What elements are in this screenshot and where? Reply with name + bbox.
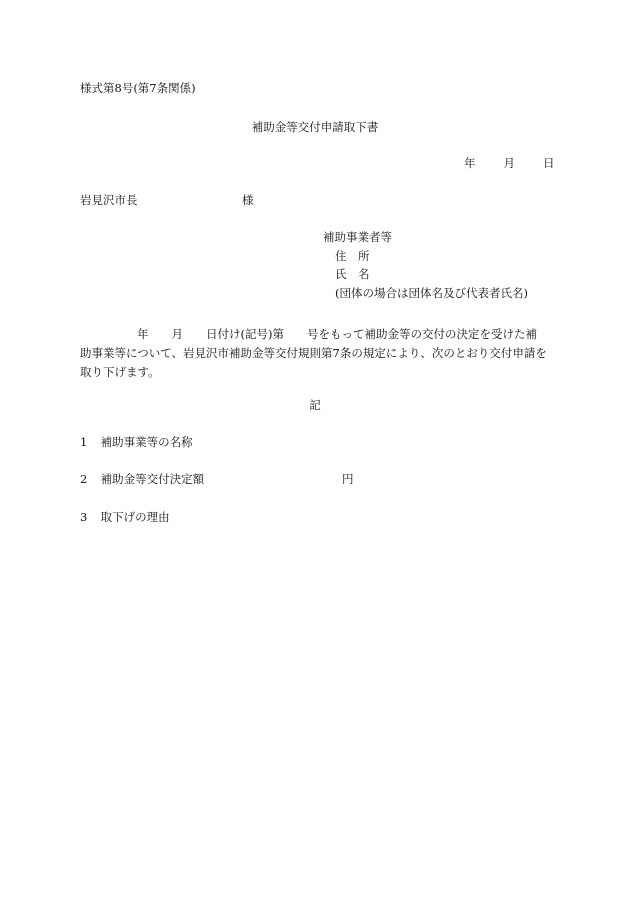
addressee-honorific: 様 bbox=[242, 193, 254, 207]
form-number: 様式第8号(第7条関係) bbox=[80, 81, 196, 95]
applicant-block bbox=[323, 232, 528, 306]
list-item bbox=[80, 472, 354, 486]
date-day-label: 日 bbox=[543, 156, 555, 170]
item-label: 補助金等交付決定額 bbox=[100, 472, 205, 486]
date-month-label: 月 bbox=[503, 156, 515, 170]
document-title: 補助金等交付申請取下書 bbox=[251, 120, 379, 134]
item-number: 2 bbox=[80, 472, 88, 486]
item-number: 1 bbox=[80, 435, 88, 449]
list-item bbox=[80, 437, 193, 449]
item-number: 3 bbox=[80, 510, 88, 524]
item-yen-suffix: 円 bbox=[342, 472, 354, 486]
date-line bbox=[464, 158, 555, 170]
list-item bbox=[80, 512, 170, 524]
body-text bbox=[80, 325, 550, 382]
item-label: 補助事業等の名称 bbox=[100, 435, 193, 449]
body-line: 取り下げます。 bbox=[80, 365, 160, 379]
applicant-name-label: 氏 名 bbox=[335, 267, 370, 281]
ki-heading: 記 bbox=[309, 398, 321, 412]
applicant-heading: 補助事業者等 bbox=[323, 230, 392, 244]
body-line: 年 月 日付け(記号)第 号をもって補助金等の交付の決定を受けた補 bbox=[137, 327, 537, 341]
addressee-name: 岩見沢市長 bbox=[80, 193, 138, 207]
item-label: 取下げの理由 bbox=[100, 510, 170, 524]
date-year-label: 年 bbox=[464, 156, 476, 170]
addressee bbox=[80, 193, 254, 207]
applicant-address-label: 住 所 bbox=[335, 248, 370, 263]
applicant-note: (団体の場合は団体名及び代表者氏名) bbox=[335, 285, 528, 300]
body-line: 助事業等について、岩見沢市補助金等交付規則第7条の規定により、次のとおり交付申請を bbox=[80, 346, 547, 360]
